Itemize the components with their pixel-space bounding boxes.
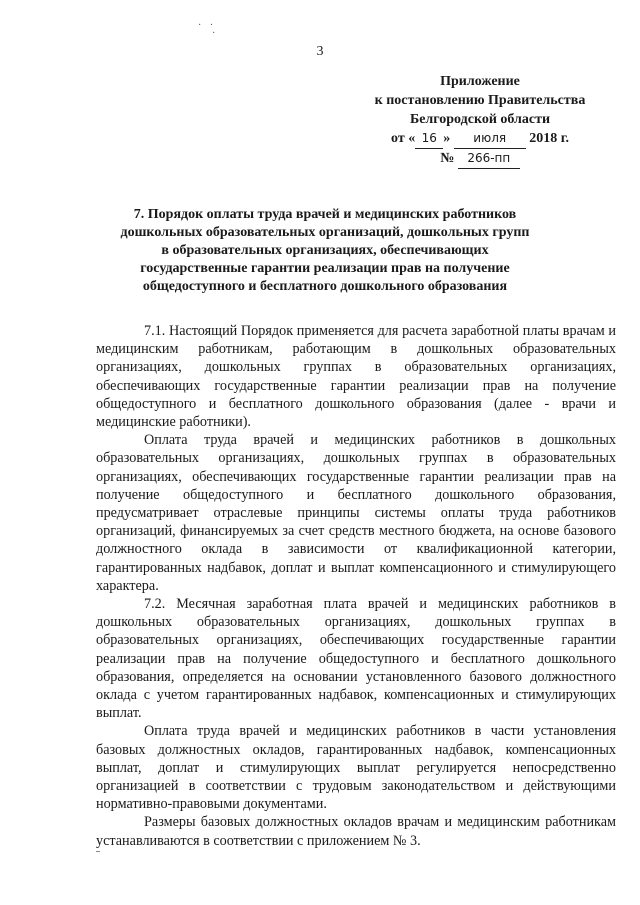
section-title: 7. Порядок оплаты труда врачей и медицинских работников дошкольных образовательных организаций, дошкольных групп в образовательных организациях, обеспечивающих государственные гарантии реализации прав на получение общедоступного и бесплатного дошкольного образования [120, 207, 530, 294]
date-mid: » [443, 131, 451, 146]
scan-speck: · · [198, 20, 217, 31]
number-prefix: № [440, 151, 455, 166]
date-day: 16 [415, 129, 443, 149]
paragraph-payment: Оплата труда врачей и медицинских работников в дошкольных образовательных организациях, дошкольных группах в образовательных организациях, обеспечивающих государственные гарантии реализации прав на получение общедоступного и бесплатного дошкольного образования, предусматривает отраслевые принципы системы оплаты труда работников организаций, финансируемых за счет средств местного бюджета, на основе базового должностного оклада в зависимости от квалификационной категории, гарантированных надбавок, доплат и выплат компенсационного и стимулирующего характера. [96, 432, 616, 594]
paragraph-regulation: Оплата труда врачей и медицинских работников в части установления базовых должностных окладов, гарантированных надбавок, компенсационных выплат, доплат и стимулирующих выплат регулируется непосредственно организацией в соответствии с трудовым законодательством и действующими нормативно-правовыми документами. [96, 723, 616, 813]
appendix-region: Белгородской области [409, 112, 551, 127]
scan-speck: · [212, 28, 219, 39]
date-month: июля [454, 129, 526, 149]
paragraph-7-1: 7.1. Настоящий Порядок применяется для расчета заработной платы врачам и медицинским работникам, работающим в дошкольных образовательных организациях, дошкольных группах в образовательных организациях, обеспечивающих государственные гарантии реализации прав на получение общедоступного и бесплатного дошкольного образования (далее - врачи и медицинские работники). [96, 323, 616, 431]
date-year: 2018 г. [529, 131, 569, 146]
number-value: 266-пп [458, 149, 520, 169]
page-number: 3 [316, 44, 324, 59]
date-prefix: от « [391, 131, 416, 146]
body-text [96, 322, 616, 850]
appendix-number [360, 149, 600, 169]
scan-mark [96, 851, 100, 852]
paragraph-salary-sizes: Размеры базовых должностных окладов врачам и медицинским работникам устанавливаются в соответствии с приложением № 3. [96, 814, 616, 849]
appendix-title: Приложение [440, 74, 520, 89]
paragraph-7-2: 7.2. Месячная заработная плата врачей и медицинских работников в дошкольных образовательных организациях, дошкольных группах в образовательных организациях, обеспечивающих государственные гарантии реализации прав на получение общедоступного и бесплатного дошкольного образования, определяется на основании установленного базового должностного оклада с учетом гарантированных надбавок, компенсационных и стимулирующих выплат. [96, 596, 616, 722]
appendix-header [360, 72, 600, 169]
appendix-reference: к постановлению Правительства [374, 93, 586, 108]
appendix-date [360, 129, 600, 149]
